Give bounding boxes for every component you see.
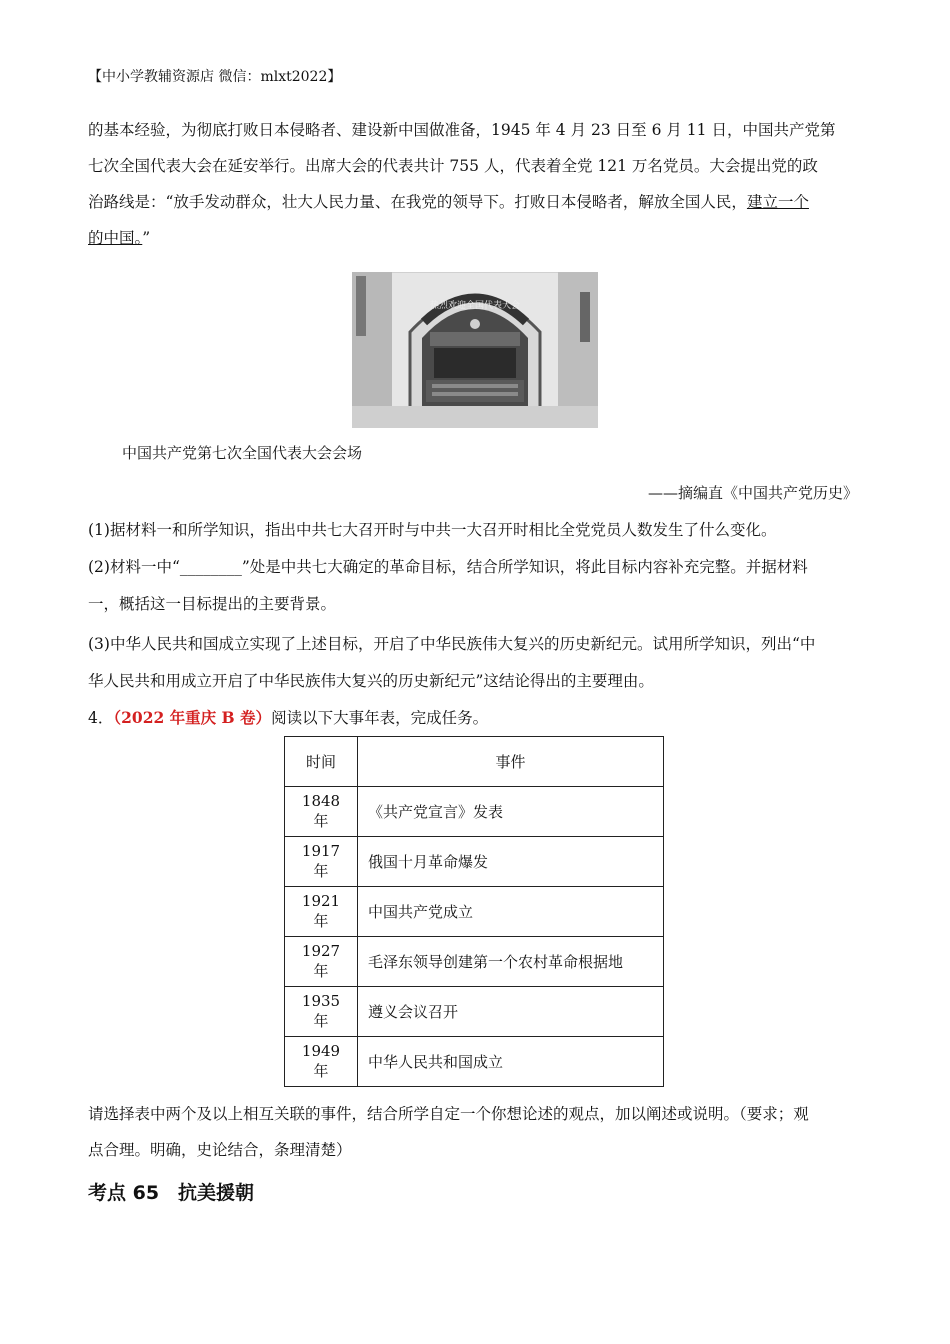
photo-caption: 中国共产党第七次全国代表大会会场 [122, 444, 363, 462]
header-event: 事件 [358, 737, 664, 787]
event-cell: 俄国十月革命爆发 [358, 837, 664, 887]
question-3-line1: (3)中华人民共和国成立实现了上述目标，开启了中华民族伟大复兴的历史新纪元。试用所学知识，列出“中 [88, 635, 816, 653]
year-cell: 1921 年 [285, 887, 358, 937]
task-line: 请选择表中两个及以上相互关联的事件，结合所学自定一个你想论述的观点，加以阐述或说明。（要求；观 [88, 1105, 809, 1123]
table-row [285, 987, 664, 1037]
task-instructions [88, 1096, 866, 1168]
question-1: (1)据材料一和所学知识，指出中共七大召开时与中共一大召开时相比全党党员人数发生了什么变化。 [88, 521, 777, 539]
material-text: 治路线是：“放手发动群众，壮大人民力量、在我党的领导下。打败日本侵略者，解放全国人民， [88, 193, 747, 211]
source-citation: ——摘编直《中国共产党历史》 [647, 484, 858, 502]
year-cell: 1935 年 [285, 987, 358, 1037]
table-row [285, 837, 664, 887]
material-text: ” [142, 229, 151, 247]
question-prompt: 阅读以下大事年表，完成任务。 [271, 709, 489, 727]
underlined-text: 的中国。 [88, 229, 143, 247]
congress-venue-photo [352, 272, 598, 428]
task-line: 点合理。明确，史论结合，条理清楚） [88, 1141, 352, 1159]
material-line [88, 184, 866, 220]
year-cell: 1949 年 [285, 1037, 358, 1087]
question-2-line2: 一，概括这一目标提出的主要背景。 [88, 595, 337, 613]
underlined-text: 建立一个 [746, 193, 809, 211]
event-cell: 毛泽东领导创建第一个农村革命根据地 [358, 937, 664, 987]
table-row [285, 937, 664, 987]
material-line: 七次全国代表大会在延安举行。出席大会的代表共计 755 人，代表着全党 121 万名党员。大会提出党的政 [88, 157, 818, 175]
table-header-row [285, 737, 664, 787]
question-4-heading [88, 706, 488, 728]
section-heading: 考点 65 抗美援朝 [88, 1182, 255, 1204]
table-row [285, 1037, 664, 1087]
material-line [88, 220, 866, 256]
emblem-icon [470, 319, 480, 329]
header-time: 时间 [285, 737, 358, 787]
header-watermark: 【中小学教辅资源店 微信：mlxt2022】 [88, 69, 342, 85]
material-line: 的基本经验，为彻底打败日本侵略者、建设新中国做准备，1945 年 4 月 23 日至 6 月 11 日，中国共产党第 [88, 121, 836, 139]
question-2-line1: (2)材料一中“________”处是中共七大确定的革命目标，结合所学知识，将此目标内容补充完整。并据材料 [88, 558, 808, 576]
year-cell: 1848 年 [285, 787, 358, 837]
banner-text: 热烈欢迎全国代表大会 [429, 301, 521, 311]
event-cell: 中国共产党成立 [358, 887, 664, 937]
year-cell: 1917 年 [285, 837, 358, 887]
table-row [285, 887, 664, 937]
material-paragraph [88, 112, 866, 256]
year-cell: 1927 年 [285, 937, 358, 987]
table-row [285, 787, 664, 837]
question-source: （2022 年重庆 B 卷） [113, 708, 272, 727]
events-timeline-table [284, 736, 664, 1087]
question-3-line2: 华人民共和用成立开启了中华民族伟大复兴的历史新纪元”这结论得出的主要理由。 [88, 672, 654, 690]
event-cell: 遵义会议召开 [358, 987, 664, 1037]
event-cell: 中华人民共和国成立 [358, 1037, 664, 1087]
question-number: 4． [88, 709, 114, 727]
event-cell: 《共产党宣言》发表 [358, 787, 664, 837]
